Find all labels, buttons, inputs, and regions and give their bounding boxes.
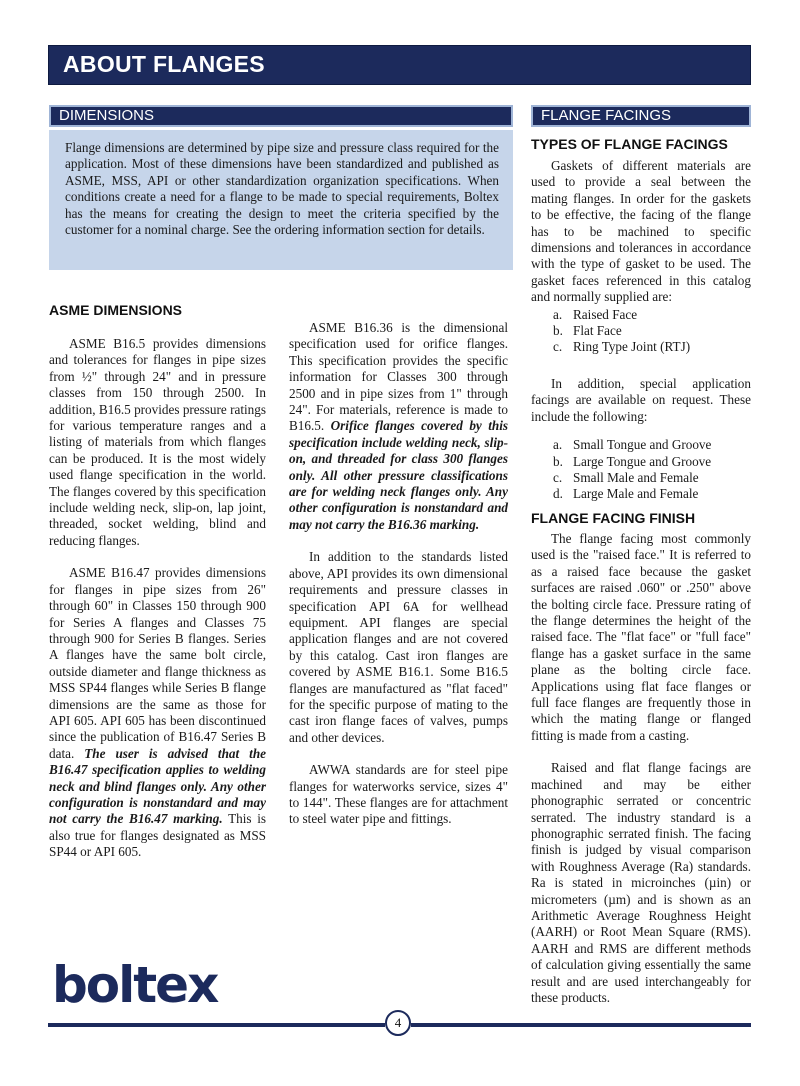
list-item: a. Raised Face	[553, 306, 638, 322]
list-item: c. Ring Type Joint (RTJ)	[553, 339, 691, 355]
section-title-flange-facings: FLANGE FACINGS	[541, 107, 672, 124]
footer-rule-left	[48, 1023, 385, 1027]
footer-rule-right	[411, 1023, 751, 1027]
finish-paragraph-1: The flange facing most commonly used is the "raised face." It is referred to as a raised face because the gasket surfaces are raised .060" or .250" above the bolting circle face. Pressure rating of the flange determines the height of the raised face. The "flat face" or "full face" flange has a gasket surface in the same plane as the bolting circle face. Applications using flat face flanges or full face flanges are frequently those in which the mating flange or flanged fitting is made from a casting.	[531, 531, 751, 743]
list-item: b. Flat Face	[553, 323, 622, 339]
standard-facings-list	[531, 307, 751, 356]
finish-paragraph-2: Raised and flat flange facings are machined and may be either phonographic serrated or concentric serrated. The industry standard is a phonographic serrated finish. The facing finish is judged by visual comparison with Roughness Average (Ra) standards. Ra is stated in microinches (µin) or micrometers (µm) and is shown as an Arithmetic Average Roughness Height (AARH) or Root Mean Square (RMS). AARH and RMS are different methods of calculation giving essentially the same result and are used interchangeably for these products.	[531, 760, 751, 1005]
asme-b16-47-emphasis: The user is advised that the B16.47 specification applies to welding neck and blind flanges only. Any other configuration is nonstandard and may not carry the B16.47 marking.	[49, 745, 267, 827]
section-header-flange-facings	[531, 105, 751, 127]
list-item: c. Small Male and Female	[553, 469, 699, 485]
section-title-dimensions: DIMENSIONS	[59, 107, 155, 124]
asme-column-left	[49, 336, 266, 861]
asme-b16-47-text: ASME B16.47 provides dimensions for flanges in pipe sizes from 26" through 60" in Classes 150 through 900 for Series A flanges and Classes 75 through 900 for Series B flanges. Series A flanges have the same bolt circle, outside diameter and flange thickness as MSS SP44 flanges while Series B flange dimensions are the same as those for API 605. API 605 has been discontinued since the publication of B16.47 Series B data.	[49, 565, 266, 761]
asme-b16-36-text: ASME B16.36 is the dimensional specification used for orifice flanges. This specification provides the specific information for Classes 300 through 2500 and in pipe sizes from 1" through 24". For materials, reference is made to B16.5.	[289, 320, 508, 434]
special-facings-intro: In addition, special application facings are available on request. These include the following:	[531, 375, 751, 424]
asme-b16-47-tail: This is also true for flanges designated as MSS SP44 or API 605.	[49, 811, 266, 860]
asme-b16-5-paragraph: ASME B16.5 provides dimensions and tolerances for flanges in pipe sizes from ½" through 24" and in pressure classes from 150 through 2500. In addition, B16.5 provides pressure ratings for various temperature ranges and a listing of materials from which flanges can be produced. It is the most widely used flange specification in the world. The flanges covered by this specification include welding neck, slip-on, lap joint, threaded, socket welding, blind and reducing flanges.	[49, 336, 266, 548]
page-title-bar	[48, 45, 751, 85]
page-number: 4	[385, 1010, 411, 1036]
special-facings-list	[531, 437, 751, 503]
asme-b16-36-paragraph	[289, 320, 508, 533]
asme-dimensions-heading: ASME DIMENSIONS	[49, 302, 183, 318]
list-item: d. Large Male and Female	[553, 486, 699, 502]
list-item: a. Small Tongue and Groove	[553, 437, 712, 453]
facing-types-intro: Gaskets of different materials are used to provide a seal between the mating flanges. In order for the gaskets to be effective, the facing of the flange has to be machined to specific dimensions and tolerances in accordance with the type of gasket to be used. The gasket faces referenced in this catalog and normally supplied are:	[531, 158, 751, 305]
dimensions-intro-text: Flange dimensions are determined by pipe size and pressure class required for the application. Most of these dimensions have been standardized and published as ASME, MSS, API or other standardization organization specifications. When conditions create a need for a flange to be made to special requirements, Boltex has the means for creating the design to meet the criteria specified by the customer for a nominal charge. See the ordering information section for details.	[65, 140, 499, 238]
facings-column-right	[531, 158, 751, 503]
finish-column	[531, 531, 751, 1006]
flange-facing-finish-heading: FLANGE FACING FINISH	[531, 510, 696, 526]
boltex-logo: boltex	[52, 956, 218, 1014]
asme-column-middle	[289, 320, 508, 828]
api-paragraph: In addition to the standards listed above, API provides its own dimensional requirements and pressure classes in specification API 6A for wellhead equipment. API flanges are special application flanges and are not covered by this catalog. Cast iron flanges are covered by ASME B16.1. Some B16.5 flanges are manufactured as "flat faced" for the specific purpose of mating to the cast iron flange faces of valves, pumps and other devices.	[289, 549, 508, 745]
asme-b16-47-paragraph	[49, 565, 266, 860]
awwa-paragraph: AWWA standards are for steel pipe flanges for waterworks service, sizes 4" to 144". These flanges are for attachment to steel water pipe and fittings.	[289, 762, 508, 827]
dimensions-intro-box	[49, 130, 513, 270]
list-item: b. Large Tongue and Groove	[553, 453, 712, 469]
section-header-dimensions	[49, 105, 513, 127]
page-title: ABOUT FLANGES	[63, 51, 265, 77]
types-of-flange-facings-heading: TYPES OF FLANGE FACINGS	[531, 136, 728, 152]
asme-b16-36-emphasis: Orifice flanges covered by this specification include welding neck, slip-on, and threaded for class 300 flanges only. All other pressure classifications are for welding neck flanges only. Any other configuration is nonstandard and may not carry the B16.36 marking.	[289, 418, 509, 532]
